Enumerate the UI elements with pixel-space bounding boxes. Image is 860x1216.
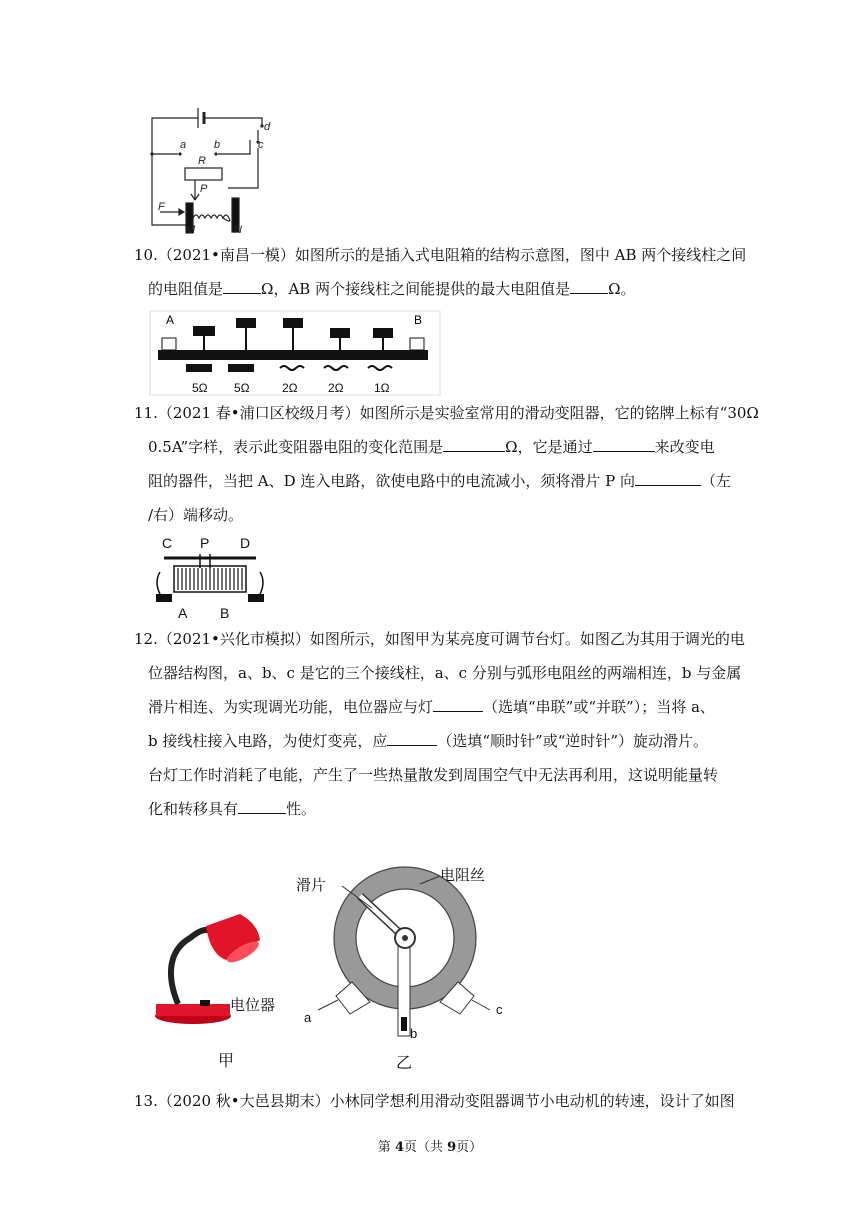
q10-text-2b: Ω，AB 两个接线柱之间能提供的最大电阻值是	[261, 280, 571, 298]
terminal-A: A	[166, 313, 175, 327]
question-13	[134, 1084, 734, 1118]
q12-number: 12.	[134, 630, 158, 648]
q10-text-1: 如图所示的是插入式电阻箱的结构示意图，图中 AB 两个接线柱之间	[294, 246, 747, 264]
circuit-spring-figure	[140, 100, 280, 235]
terminal-b: b	[410, 1026, 418, 1041]
label-P: P	[200, 535, 210, 551]
label-P: P	[200, 183, 208, 195]
terminal-B: B	[414, 313, 423, 327]
q12-text-2: 位器结构图，a、b、c 是它的三个接线柱，a、c 分别与弧形电阻丝的两端相连，b 与金属	[148, 664, 742, 682]
resistor-label: 5Ω	[192, 381, 208, 395]
resistance-box-figure	[148, 308, 443, 396]
resistor-label: 1Ω	[374, 381, 390, 395]
q12-text-3b: （选填“串联”或“并联”）；当将 a、	[483, 698, 715, 716]
q11-source: （2021 春•浦口区校级月考）	[157, 404, 360, 422]
terminal-a: a	[304, 1010, 312, 1025]
q13-number: 13.	[134, 1092, 158, 1110]
q11-text-2b: Ω，它是通过	[505, 438, 593, 456]
question-11	[134, 396, 759, 532]
resistor-label: 5Ω	[234, 381, 250, 395]
label-d: d	[264, 121, 271, 133]
q11-text-4: /右）端移动。	[148, 506, 244, 524]
q10-text-2c: Ω。	[608, 280, 636, 298]
footer-mid: 页（共	[403, 1140, 448, 1155]
q11-text-2a: 0.5A”字样，表示此变阻器电阻的变化范围是	[148, 438, 444, 456]
q12-text-5: 台灯工作时消耗了电能，产生了一些热量散发到周围空气中无法再利用，这说明能量转	[148, 766, 719, 784]
question-10	[134, 238, 747, 306]
slider-label: 滑片	[296, 877, 327, 894]
q11-text-3a: 阻的器件，当把 A、D 连入电路，欲使电路中的电流减小，须将滑片 P 向	[148, 472, 636, 490]
terminal-c: c	[496, 1002, 503, 1017]
q11-number: 11.	[134, 404, 158, 422]
q12-text-4b: （选填“顺时针”或“逆时针”）旋动滑片。	[437, 732, 709, 750]
q13-source: （2020 秋•大邑县期末）	[157, 1092, 330, 1110]
answer-blank[interactable]	[635, 469, 701, 486]
q11-text-1: 如图所示是实验室常用的滑动变阻器，它的铭牌上标有“30Ω	[359, 404, 759, 422]
rheostat-figure	[150, 532, 270, 622]
answer-blank[interactable]	[570, 277, 608, 294]
footer-post: 页）	[456, 1140, 483, 1155]
label-M: M	[186, 224, 196, 235]
question-12	[134, 622, 745, 826]
q12-text-3a: 滑片相连、为实现调光功能，电位器应与灯	[148, 698, 434, 716]
figure-caption-jia: 甲	[218, 1053, 235, 1070]
footer-pre: 第	[377, 1140, 395, 1155]
q13-text: 小林同学想利用滑动变阻器调节小电动机的转速，设计了如图	[329, 1092, 735, 1110]
q10-source: （2021•南昌一模）	[157, 246, 295, 264]
answer-blank[interactable]	[223, 277, 261, 294]
q12-text-4a: b 接线柱接入电路，为使灯变亮，应	[148, 732, 388, 750]
page-footer	[0, 1136, 860, 1155]
page-total: 9	[447, 1140, 457, 1155]
answer-blank[interactable]	[238, 797, 286, 814]
label-c: c	[258, 139, 264, 151]
label-a: a	[180, 139, 187, 151]
resistor-label: 2Ω	[328, 381, 344, 395]
q12-text-6b: 性。	[286, 800, 317, 818]
label-A: A	[178, 605, 188, 621]
q12-text-6a: 化和转移具有	[148, 800, 239, 818]
label-F: F	[158, 201, 165, 213]
label-D: D	[240, 535, 251, 551]
page-number: 4	[394, 1140, 404, 1155]
resistance-wire-label: 电阻丝	[440, 867, 486, 884]
q10-text-2a: 的电阻值是	[148, 280, 224, 298]
q11-text-3b: （左	[701, 472, 732, 490]
potentiometer-label: 电位器	[230, 997, 276, 1014]
q11-text-2c: 来改变电	[654, 438, 715, 456]
q10-number: 10.	[134, 246, 158, 264]
answer-blank[interactable]	[593, 435, 655, 452]
label-R: R	[198, 155, 206, 167]
potentiometer-figure	[290, 862, 530, 1082]
answer-blank[interactable]	[387, 729, 437, 746]
label-C: C	[162, 535, 173, 551]
q12-text-1: 如图所示，如图甲为某亮度可调节台灯。如图乙为其用于调光的电	[309, 630, 745, 648]
q12-source: （2021•兴化市模拟）	[157, 630, 310, 648]
figure-caption-yi: 乙	[396, 1055, 413, 1072]
label-b: b	[214, 139, 221, 151]
answer-blank[interactable]	[443, 435, 505, 452]
desk-lamp-figure	[148, 900, 298, 1080]
resistor-label: 2Ω	[282, 381, 298, 395]
label-B: B	[220, 605, 230, 621]
answer-blank[interactable]	[433, 695, 483, 712]
label-N: N	[234, 224, 242, 235]
